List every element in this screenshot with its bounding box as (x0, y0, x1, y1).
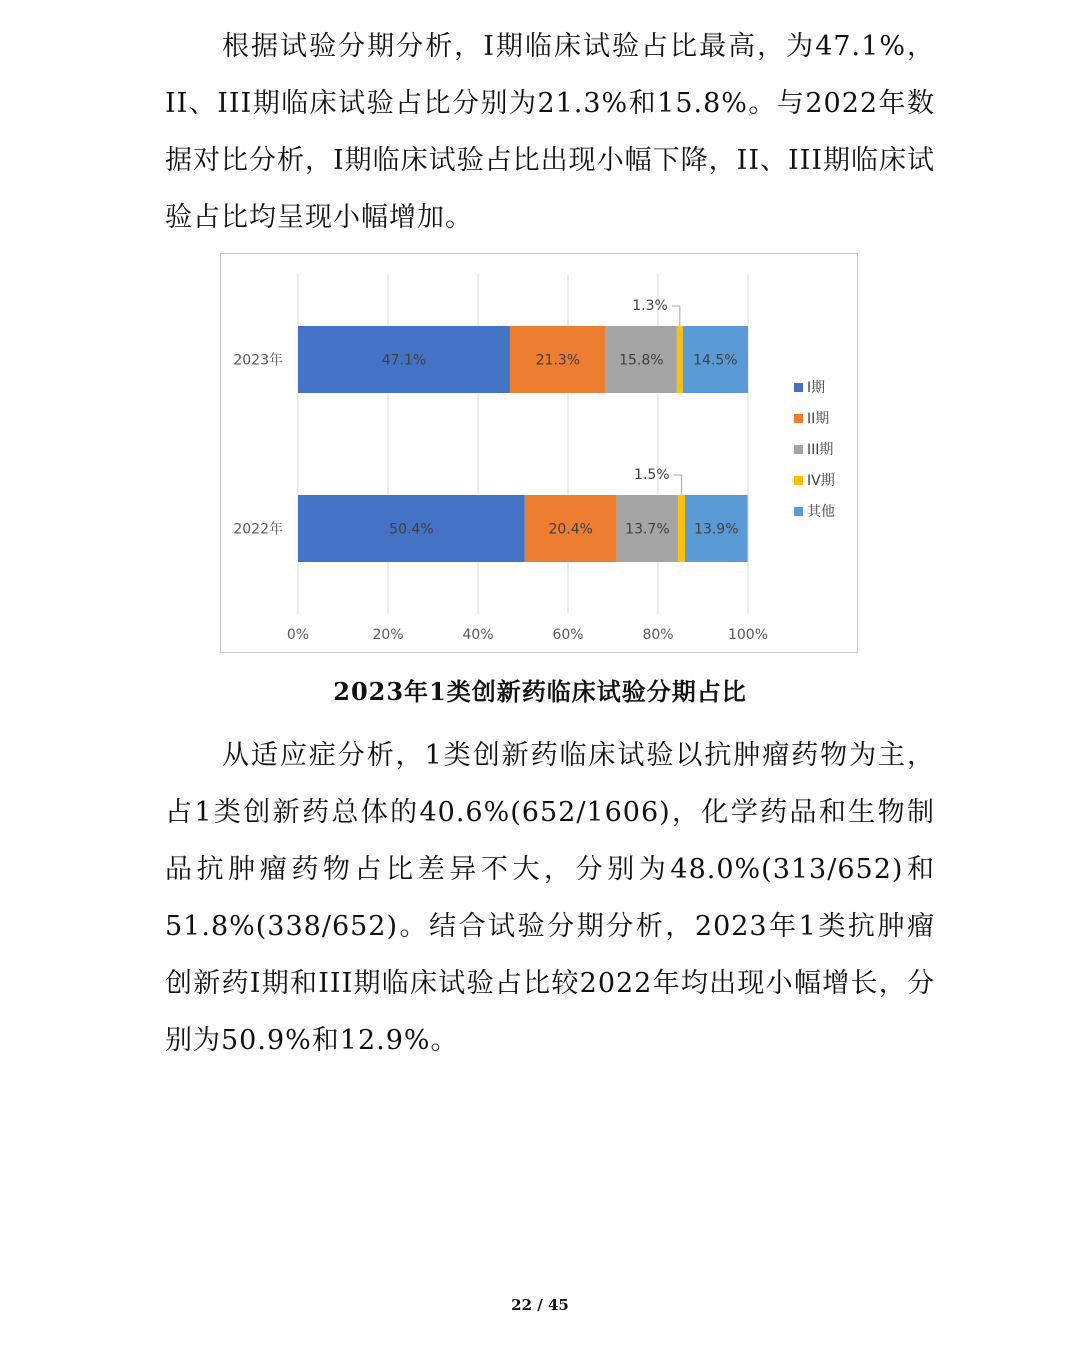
category-label: 2022年 (233, 521, 283, 538)
legend-label: 其他 (807, 504, 835, 520)
legend-label: II期 (807, 411, 830, 427)
data-label: 13.7% (625, 521, 670, 538)
phase-share-chart (220, 253, 858, 653)
legend-swatch (794, 414, 803, 423)
data-label: 14.5% (693, 352, 738, 369)
legend-label: I期 (807, 380, 826, 396)
callout-leader (672, 306, 680, 326)
page-number: 22 / 45 (511, 1296, 569, 1314)
bar-segment (678, 495, 685, 562)
legend-swatch (794, 383, 803, 392)
paragraph-text: 根据试验分期分析，I期临床试验占比最高，为47.1%，II、III期临床试验占比分别为21.3%和15.8%。与2022年数据对比分析，I期临床试验占比出现小幅下降，II、III期临床试验占比均呈现小幅增加。 (165, 31, 935, 233)
paragraph-text: 从适应症分析，1类创新药临床试验以抗肿瘤药物为主，占1类创新药总体的40.6%(652/1606)，化学药品和生物制品抗肿瘤药物占比差异不大，分别为48.0%(313/652)和51.8%(338/652)。结合试验分期分析，2023年1类抗肿瘤创新药I期和III期临床试验占比较2022年均出现小幅增长，分别为50.9%和12.9%。 (165, 740, 935, 1056)
category-label: 2023年 (233, 352, 283, 369)
x-tick-label: 60% (552, 627, 584, 643)
legend-label: III期 (807, 442, 834, 458)
legend-swatch (794, 476, 803, 485)
data-label: 20.4% (548, 521, 593, 538)
data-label: 13.9% (694, 521, 739, 538)
x-tick-label: 40% (462, 627, 494, 643)
x-tick-label: 100% (727, 627, 769, 643)
x-tick-label: 80% (642, 627, 674, 643)
paragraph-indication-analysis (165, 727, 935, 1069)
stacked-bar-chart-svg (221, 254, 859, 654)
legend-label: IV期 (807, 473, 835, 489)
legend-swatch (794, 445, 803, 454)
x-tick-label: 20% (372, 627, 404, 643)
bar-segment (677, 326, 683, 393)
data-label: 1.5% (634, 467, 670, 483)
data-label: 50.4% (389, 521, 434, 538)
callout-leader (674, 475, 682, 495)
x-tick-label: 0% (286, 627, 310, 643)
paragraph-phase-analysis (165, 18, 935, 246)
data-label: 15.8% (619, 352, 664, 369)
legend-swatch (794, 507, 803, 516)
data-label: 21.3% (535, 352, 581, 369)
data-label: 1.3% (632, 298, 668, 314)
figure-caption: 2023年1类创新药临床试验分期占比 (333, 677, 747, 706)
data-label: 47.1% (381, 352, 427, 369)
